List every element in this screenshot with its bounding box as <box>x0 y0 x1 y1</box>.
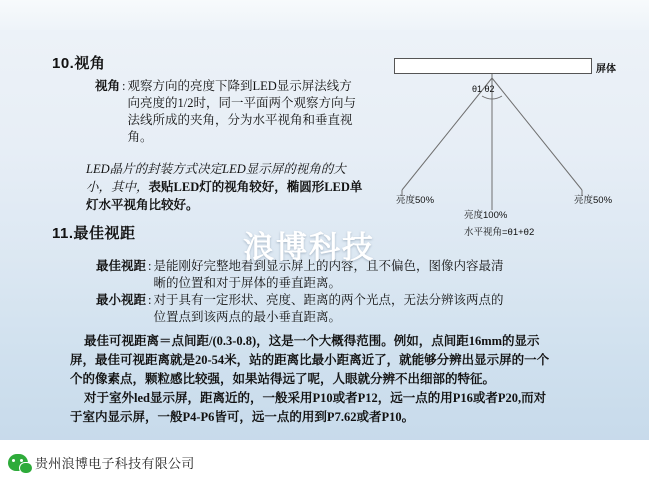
wechat-icon <box>8 454 28 471</box>
definition-term: 视角 <box>94 79 120 93</box>
definition-text: 是能刚好完整地看到显示屏上的内容，且不偏色，图像内容最清晰的位置和对于屏体的垂直距离。 <box>153 259 504 290</box>
definition-colon: : <box>122 79 126 93</box>
section-heading-10: 10.视角 <box>52 55 106 72</box>
final-paragraph-line: 于室内显示屏，一般P4-P6皆可，远一点的用到P7.62或者P10。 <box>70 410 415 424</box>
definition-viewing-angle <box>74 78 364 146</box>
paragraph-italic-part: LED晶片的封装方式决定LED显示屏的视角的大小，其中， <box>86 162 346 194</box>
footer-bar <box>0 440 649 484</box>
section-heading-11: 11.最佳视距 <box>52 225 136 242</box>
watermark: 浪博科技 <box>243 230 375 265</box>
brightness-right-label: 亮度50% <box>574 195 613 206</box>
brightness-left-label: 亮度50% <box>396 195 435 206</box>
screen-bar <box>394 58 592 74</box>
paragraph-bold-part: 表贴LED灯的视角较好，椭圆形LED单灯水平视角比较好。 <box>86 180 363 212</box>
final-paragraph-line: 屏，最佳可视距离就是20-54米，站的距离比最小距离近了，就能够分辨出显示屏的一个 <box>70 353 550 367</box>
paragraph-led-package <box>86 160 366 214</box>
top-band <box>0 0 649 30</box>
definition-min-viewing-distance <box>74 292 504 326</box>
definition-term: 最小视距 <box>95 293 146 307</box>
final-paragraph-line: 个的像素点，颗粒感比较强，如果站得远了呢，人眼就分辨不出细部的特征。 <box>70 372 496 386</box>
viewing-angle-diagram <box>378 44 636 244</box>
footer-company-name: 贵州浪博电子科技有限公司 <box>35 455 195 471</box>
final-paragraph-line: 最佳可视距离＝点间距/(0.3-0.8)，这是一个大概得范围。例如，点间距16mm的显示 <box>84 334 540 348</box>
definition-text: 观察方向的亮度下降到LED显示屏法线方向亮度的1/2时，同一平面两个观察方向与法线所成的夹角，分为水平视角和垂直视角。 <box>127 79 356 144</box>
horizontal-view-label: 水平视角=θ1+θ2 <box>464 227 535 238</box>
angle-labels: θ1 θ2 <box>472 84 495 94</box>
definition-colon: : <box>148 259 152 273</box>
definition-text: 对于具有一定形状、亮度、距离的两个光点，无法分辨该两点的位置点到该两点的最小垂直距离。 <box>153 293 504 324</box>
definition-term: 最佳视距 <box>95 259 146 273</box>
final-paragraph-line: 对于室外led显示屏，距离近的，一般采用P10或者P12，远一点的用P16或者P20,而对 <box>84 391 547 405</box>
brightness-center-label: 亮度100% <box>464 210 508 221</box>
final-paragraph <box>70 332 580 427</box>
screen-label: 屏体 <box>596 64 616 75</box>
definition-colon: : <box>148 293 152 307</box>
